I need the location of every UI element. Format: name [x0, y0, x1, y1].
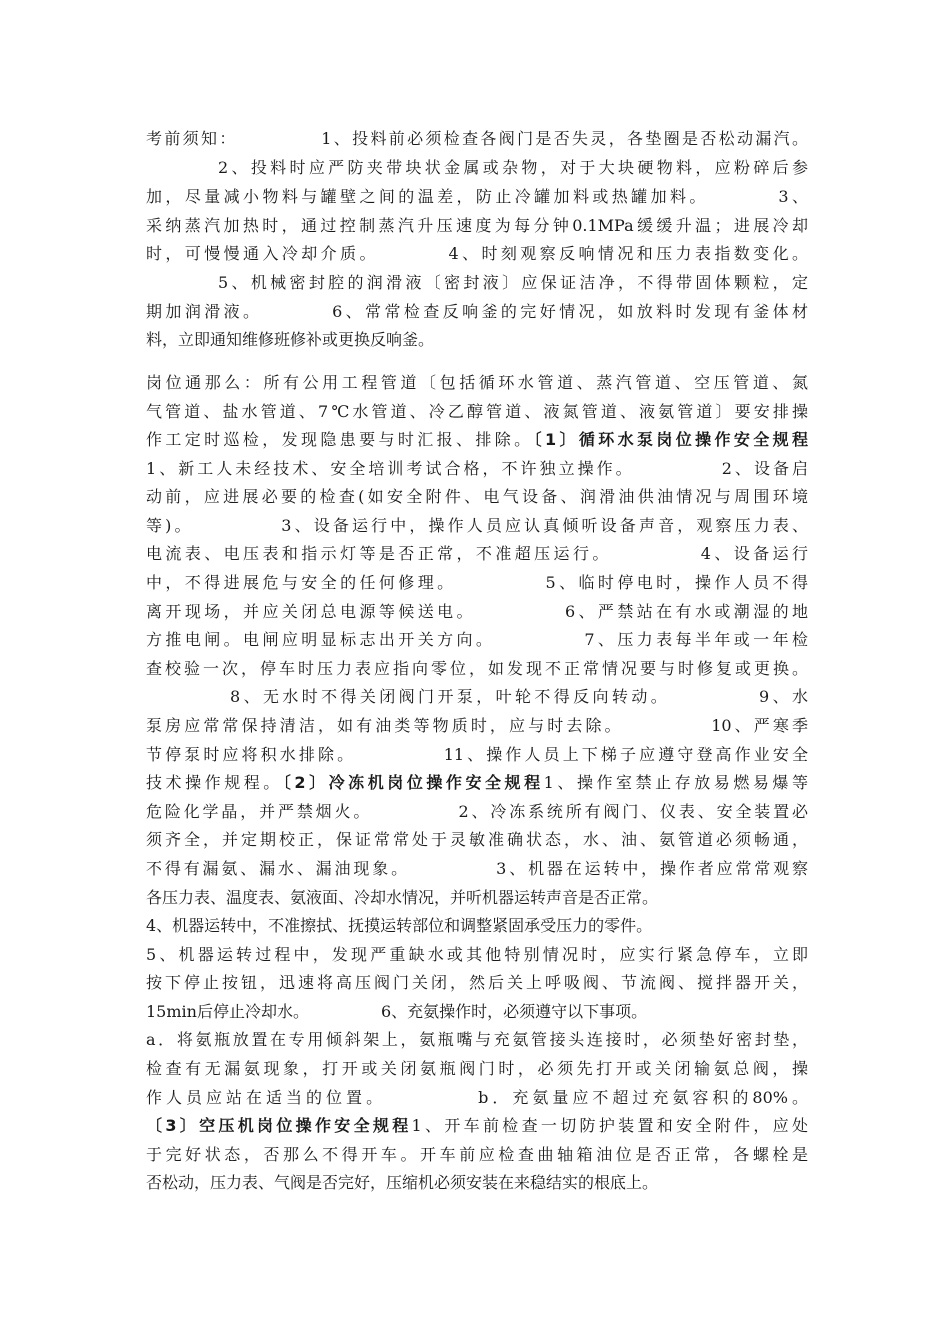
text-line: 料，立即通知维修班修补或更换反响釜。 [146, 330, 435, 349]
text-line: 方推电闸。电闸应明显标志出开关方向。 7、压力表每半年或一年检 [146, 630, 808, 649]
text-line: 电流表、电压表和指示灯等是否正常，不准超压运行。 4、设备运行 [146, 544, 808, 563]
text-line: 不得有漏氨、漏水、漏油现象。 3、机器在运转中，操作者应常常观察 [146, 859, 808, 878]
text-line: 作人员应站在适当的位置。 b．充氨量应不超过充氨容积的80%。 [146, 1088, 808, 1107]
text-line: 加，尽量减小物料与罐壁之间的温差，防止冷罐加料或热罐加料。 3、 [146, 187, 808, 206]
text-line: 泵房应常常保持清洁，如有油类等物质时，应与时去除。 10、严寒季 [146, 716, 808, 735]
text-line: 否松动，压力表、气阀是否完好，压缩机必须安装在来稳结实的根底上。 [146, 1173, 659, 1192]
text-line: 离开现场，并应关闭总电源等候送电。 6、严禁站在有水或潮湿的地 [146, 602, 808, 621]
text-line: 技术操作规程。〔2〕冷冻机岗位操作安全规程1、操作室禁止存放易燃易爆等 [146, 773, 808, 792]
section-heading-1: 〔1〕循环水泵岗位操作安全规程 [533, 430, 808, 449]
text-line: 须齐全，并定期校正，保证常常处于灵敏准确状态，水、油、氨管道必须畅通， [146, 830, 808, 849]
text-line: 等)。 3、设备运行中，操作人员应认真倾听设备声音，观察压力表、 [146, 516, 808, 535]
text-line: 1、新工人未经技术、安全培训考试合格，不许独立操作。 2、设备启 [146, 459, 808, 478]
text-line: 气管道、盐水管道、7℃水管道、冷乙醇管道、液氮管道、液氨管道〕要安排操 [146, 402, 808, 421]
text-line: 节停泵时应将积水排除。 11、操作人员上下梯子应遵守登高作业安全 [146, 745, 808, 764]
text-line: 检查有无漏氨现象，打开或关闭氨瓶阀门时，必须先打开或关闭输氨总阀，操 [146, 1059, 808, 1078]
text-line: 危险化学晶，并严禁烟火。 2、冷冻系统所有阀门、仪表、安全装置必 [146, 802, 808, 821]
text-line: 〔3〕空压机岗位操作安全规程1、开车前检查一切防护装置和安全附件，应处 [146, 1116, 808, 1135]
text-line: 采纳蒸汽加热时，通过控制蒸汽升压速度为每分钟0.1MPa缓缓升温；进展冷却 [146, 216, 808, 235]
text-line: 2、投料时应严防夹带块状金属或杂物，对于大块硬物料，应粉碎后参 [218, 158, 808, 177]
text-line: 作工定时巡检，发现隐患要与时汇报、排除。〔1〕循环水泵岗位操作安全规程 [146, 430, 808, 449]
text-line: 4、机器运转中，不准擦拭、抚摸运转部位和调整紧固承受压力的零件。 [146, 916, 653, 935]
text-line: 8、无水时不得关闭阀门开泵，叶轮不得反向转动。 9、水 [230, 687, 808, 706]
text-line: 时，可慢慢通入冷却介质。 4、时刻观察反响情况和压力表指数变化。 [146, 244, 808, 263]
section-heading-3: 〔3〕空压机岗位操作安全规程 [146, 1116, 412, 1135]
section-heading-2: 〔2〕冷冻机岗位操作安全规程 [282, 773, 544, 792]
text-line: a．将氨瓶放置在专用倾斜架上，氨瓶嘴与充氨管接头连接时，必须垫好密封垫， [146, 1030, 808, 1049]
text-line: 各压力表、温度表、氨液面、冷却水情况，并听机器运转声音是否正常。 [146, 888, 659, 907]
text-line: 查校验一次，停车时压力表应指向零位，如发现不正常情况要与时修复或更换。 [146, 659, 808, 678]
text-line: 动前，应进展必要的检查(如安全附件、电气设备、润滑油供油情况与周围环境 [146, 487, 808, 506]
text-line: 5、机械密封腔的润滑液〔密封液〕应保证洁净，不得带固体颗粒，定 [218, 273, 808, 292]
text-line: 15min后停止冷却水。 6、充氨操作时，必须遵守以下事项。 [146, 1002, 648, 1021]
text-line: 于完好状态，否那么不得开车。开车前应检查曲轴箱油位是否正常，各螺栓是 [146, 1145, 808, 1164]
text-line: 考前须知： 1、投料前必须检查各阀门是否失灵，各垫圈是否松动漏汽。 [146, 129, 808, 148]
text-line: 5、机器运转过程中，发现严重缺水或其他特别情况时，应实行紧急停车，立即 [146, 945, 808, 964]
text-line: 中，不得进展危与安全的任何修理。 5、临时停电时，操作人员不得 [146, 573, 808, 592]
text-line: 按下停止按钮，迅速将高压阀门关闭，然后关上呼吸阀、节流阀、搅拌器开关， [146, 973, 808, 992]
text-line: 岗位通那么：所有公用工程管道〔包括循环水管道、蒸汽管道、空压管道、氮 [146, 373, 808, 392]
text-line: 期加润滑液。 6、常常检查反响釜的完好情况，如放料时发现有釜体材 [146, 302, 808, 321]
